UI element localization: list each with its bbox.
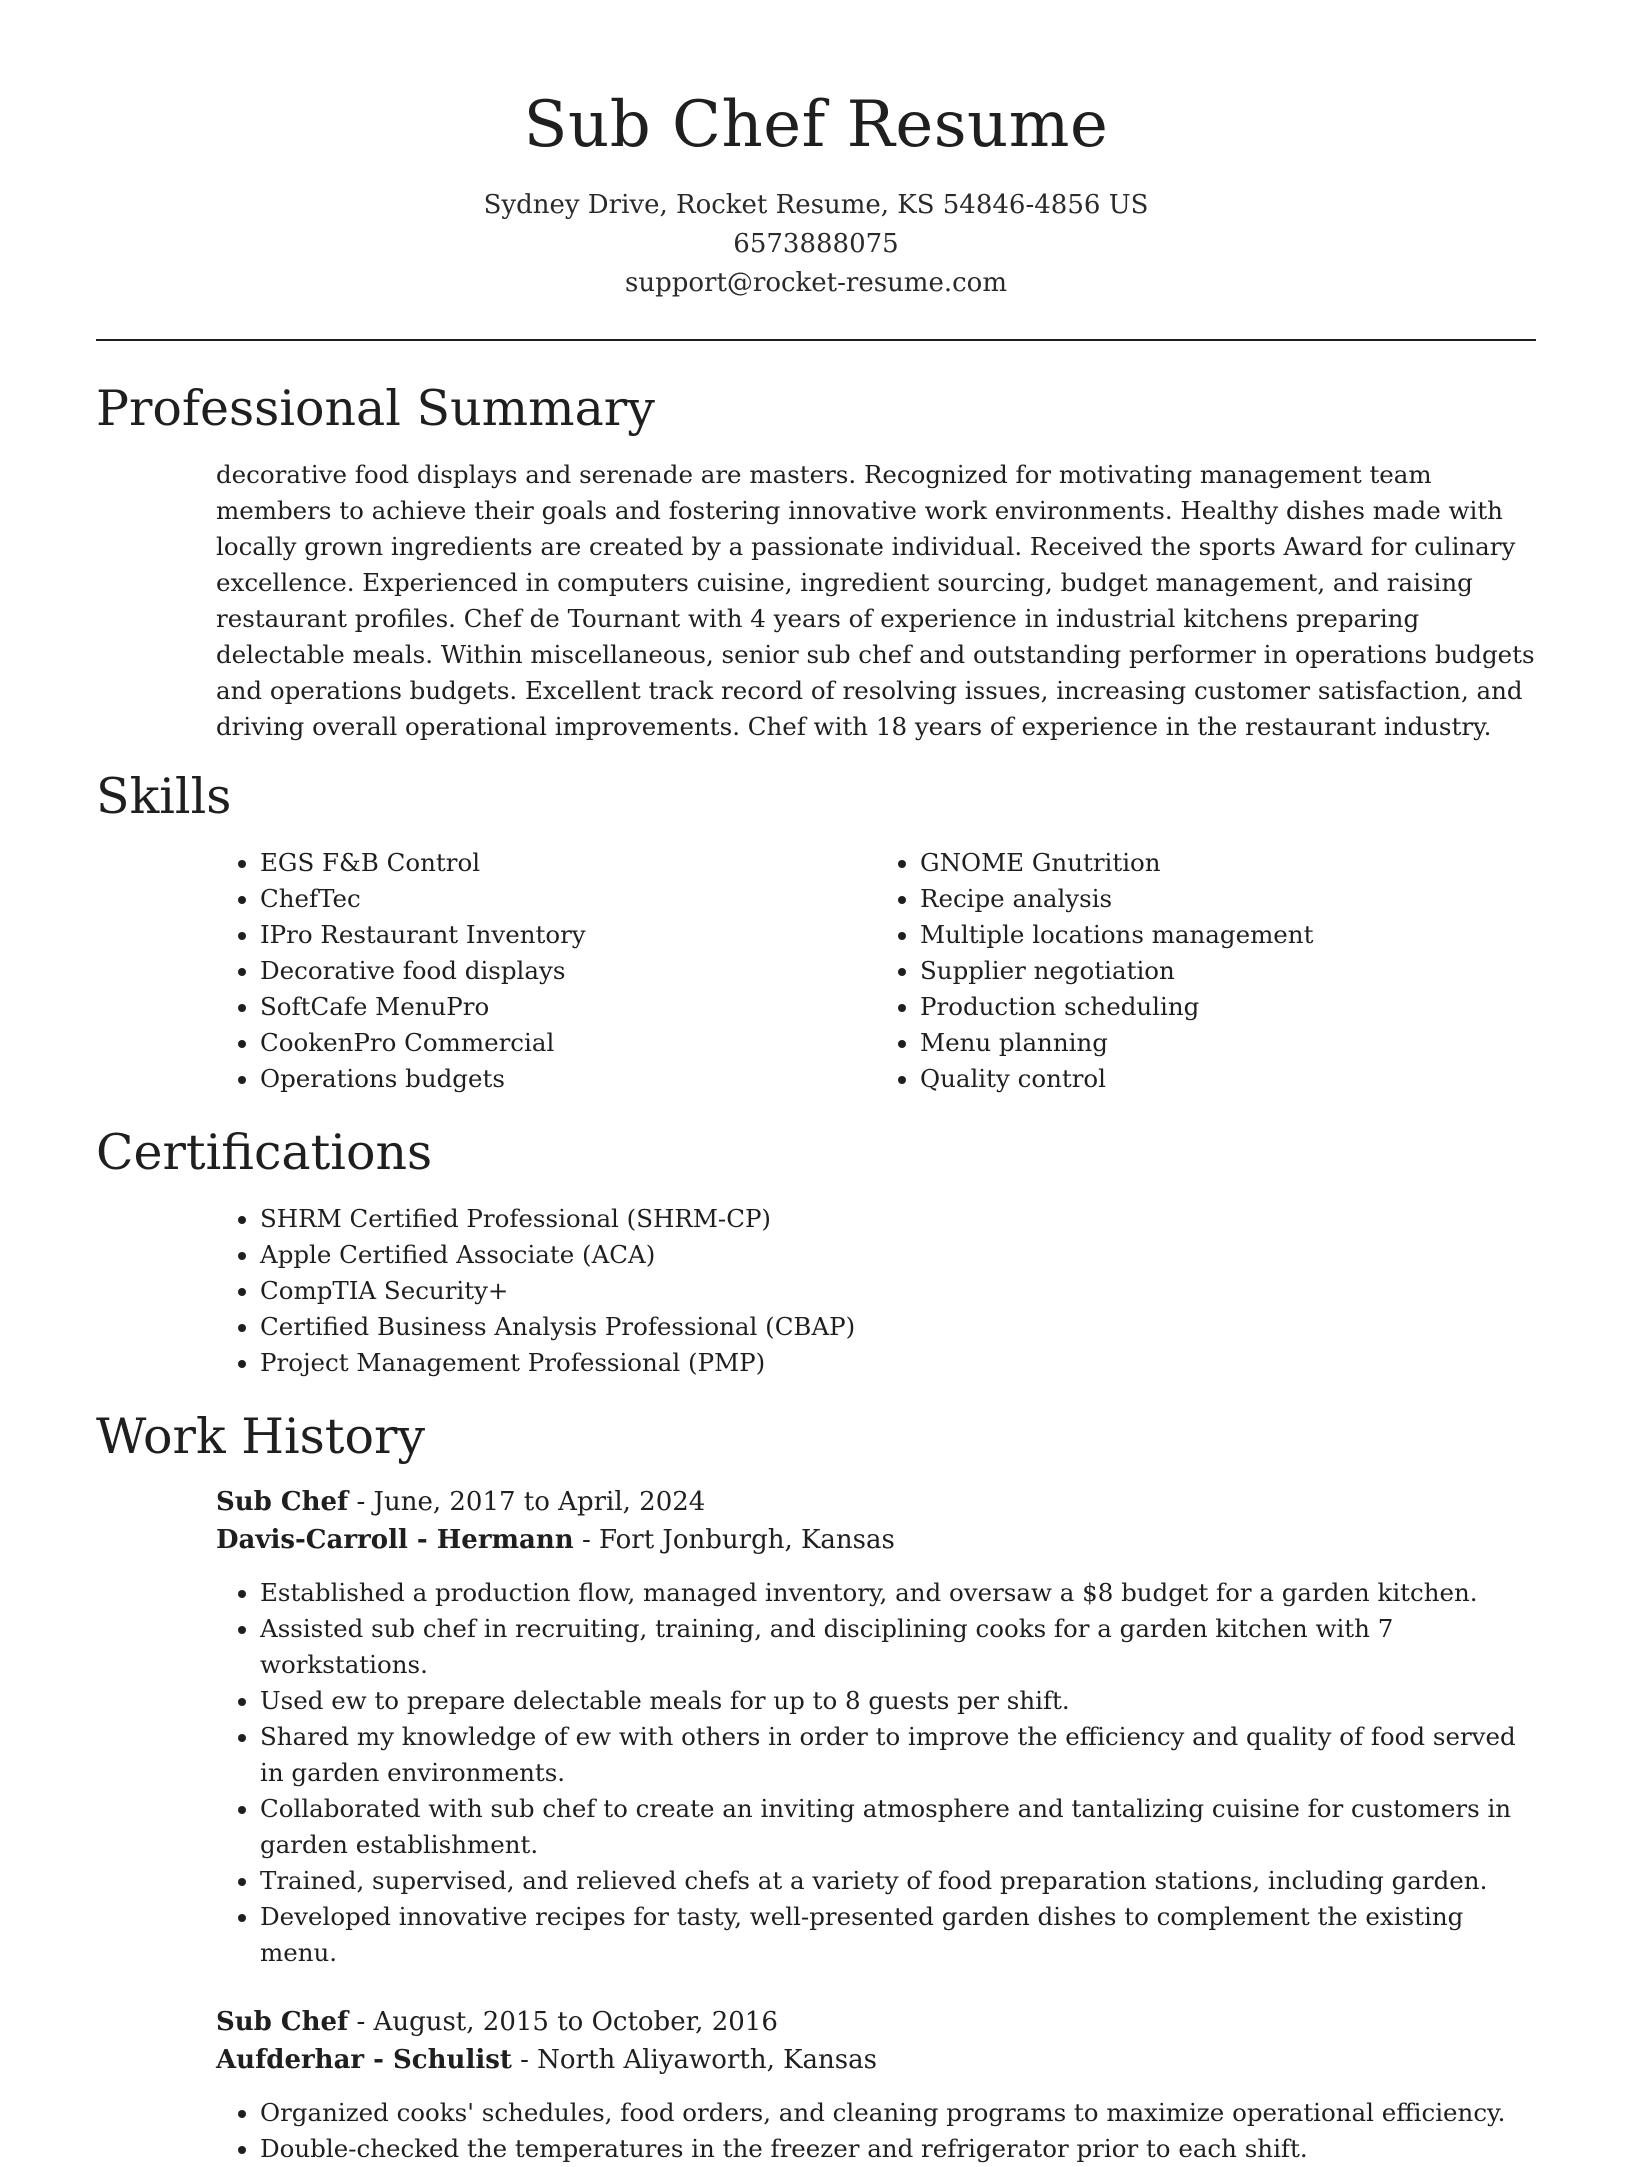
job-bullet: • Established a production flow, managed inventory, and oversaw a $8 budget for a garden kitchen. [260,1575,1536,1611]
job-company: Davis-Carroll - Hermann [216,1525,574,1555]
skill-item: • Recipe analysis [920,881,1536,917]
header-divider [96,339,1536,341]
skills-list-left [216,845,876,1097]
job-employer-line [216,2041,1536,2079]
email: support@rocket-resume.com [624,268,1007,298]
certification-item: • CompTIA Security+ [260,1273,1536,1309]
address: Sydney Drive, Rocket Resume, KS 54846-4856 US [483,190,1149,220]
certification-item: • SHRM Certified Professional (SHRM-CP) [260,1201,1536,1237]
skill-item: • Menu planning [920,1025,1536,1061]
skill-item: • Supplier negotiation [920,953,1536,989]
job-employer-line [216,1521,1536,1559]
skill-item: • Decorative food displays [260,953,876,989]
resume-header [96,0,1536,303]
work-history-section [96,1405,1536,2167]
job-bullet: • Collaborated with sub chef to create an inviting atmosphere and tantalizing cuisine for customers in garden establishment. [260,1791,1536,1863]
summary-text: decorative food displays and serenade are masters. Recognized for motivating management team members to achieve their goals and fostering innovative work environments. Healthy dishes made with locally grown ingredients are created by a passionate individual. Received the sports Award for culinary excellence. Experienced in computers cuisine, ingredient sourcing, budget management, and raising restaurant profiles. Chef de Tournant with 4 years of experience in industrial kitchens preparing delectable meals. Within miscellaneous, senior sub chef and outstanding performer in operations budgets and operations budgets. Excellent track record of resolving issues, increasing customer satisfaction, and driving overall operational improvements. Chef with 18 years of experience in the restaurant industry. [216,460,1535,741]
skill-item: • CookenPro Commercial [260,1025,876,1061]
job-bullet: • Trained, supervised, and relieved chefs at a variety of food preparation stations, including garden. [260,1863,1536,1899]
skills-list-right [876,845,1536,1097]
job-title-line [216,2003,1536,2041]
summary-section [96,377,1536,745]
job-entry [216,1483,1536,1971]
skill-item: • ChefTec [260,881,876,917]
skills-heading: Skills [96,768,232,825]
job-role: Sub Chef [216,1487,349,1517]
skill-item: • SoftCafe MenuPro [260,989,876,1025]
job-bullet: • Organized cooks' schedules, food orders, and cleaning programs to maximize operational efficiency. [260,2095,1536,2131]
job-bullets [216,1575,1536,1971]
skills-section [96,765,1536,1097]
job-location: - North Aliyaworth, Kansas [511,2045,877,2075]
job-bullets [216,2095,1536,2167]
job-bullet: • Developed innovative recipes for tasty, well-presented garden dishes to complement the existing menu. [260,1899,1536,1971]
job-bullet: • Assisted sub chef in recruiting, training, and disciplining cooks for a garden kitchen with 7 workstations. [260,1611,1536,1683]
job-role: Sub Chef [216,2007,349,2037]
summary-heading: Professional Summary [96,380,655,437]
job-dates: - August, 2015 to October, 2016 [348,2007,778,2037]
certification-item: • Certified Business Analysis Professional (CBAP) [260,1309,1536,1345]
skill-item: • IPro Restaurant Inventory [260,917,876,953]
contact-info [96,186,1536,303]
certifications-list [216,1201,1536,1381]
certification-item: • Apple Certified Associate (ACA) [260,1237,1536,1273]
certifications-heading: Certifications [96,1124,433,1181]
work-history-heading: Work History [96,1408,426,1465]
certification-item: • Project Management Professional (PMP) [260,1345,1536,1381]
resume-page [96,0,1536,2167]
certifications-section [96,1121,1536,1381]
job-dates: - June, 2017 to April, 2024 [348,1487,706,1517]
skill-item: • EGS F&B Control [260,845,876,881]
skill-item: • Multiple locations management [920,917,1536,953]
resume-title: Sub Chef Resume [523,88,1109,162]
skills-grid [216,845,1536,1097]
job-location: - Fort Jonburgh, Kansas [573,1525,895,1555]
job-bullet: • Shared my knowledge of ew with others in order to improve the efficiency and quality of food served in garden environments. [260,1719,1536,1791]
job-company: Aufderhar - Schulist [216,2045,512,2075]
skill-item: • Operations budgets [260,1061,876,1097]
skill-item: • Production scheduling [920,989,1536,1025]
job-entry [216,2003,1536,2167]
certifications-body [216,1201,1536,1381]
phone: 6573888075 [733,229,899,259]
skill-item: • GNOME Gnutrition [920,845,1536,881]
skill-item: • Quality control [920,1061,1536,1097]
job-title-line [216,1483,1536,1521]
summary-body [216,457,1536,745]
job-bullet: • Used ew to prepare delectable meals for up to 8 guests per shift. [260,1683,1536,1719]
job-bullet: • Double-checked the temperatures in the freezer and refrigerator prior to each shift. [260,2131,1536,2167]
